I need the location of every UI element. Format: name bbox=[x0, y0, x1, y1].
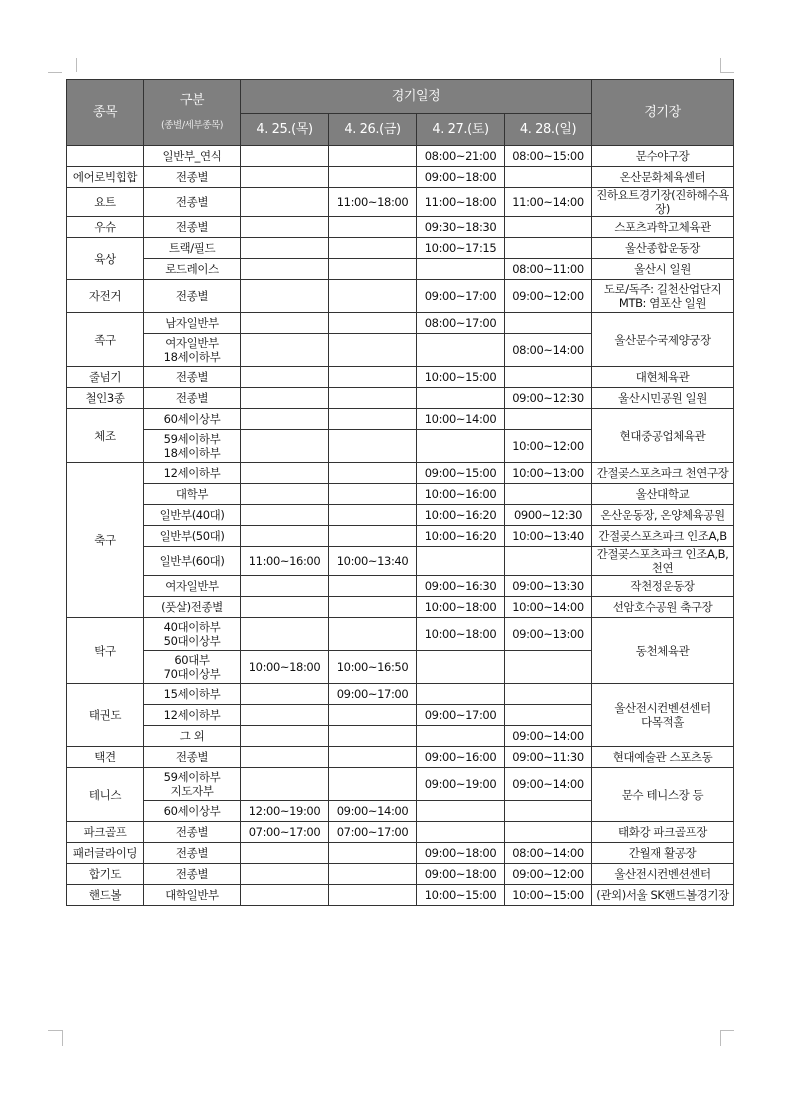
category-cell: 59세이하부 18세이하부 bbox=[144, 430, 241, 463]
time-cell: 12:00~19:00 bbox=[241, 801, 329, 822]
time-cell: 10:00~15:00 bbox=[417, 885, 505, 906]
table-row bbox=[67, 409, 734, 430]
time-cell: 08:00~11:00 bbox=[505, 259, 592, 280]
time-cell bbox=[329, 388, 417, 409]
sport-cell: 태권도 bbox=[67, 684, 144, 747]
time-cell bbox=[417, 726, 505, 747]
table-row bbox=[67, 747, 734, 768]
time-cell bbox=[505, 801, 592, 822]
venue-cell: 울산시 일원 bbox=[592, 259, 734, 280]
time-cell bbox=[241, 146, 329, 167]
time-cell: 10:00~14:00 bbox=[505, 597, 592, 618]
time-cell: 10:00~13:00 bbox=[505, 463, 592, 484]
time-cell bbox=[241, 259, 329, 280]
category-cell: (풋살)전종별 bbox=[144, 597, 241, 618]
time-cell bbox=[241, 576, 329, 597]
time-cell bbox=[417, 547, 505, 576]
time-cell: 09:00~15:00 bbox=[417, 463, 505, 484]
time-cell bbox=[417, 259, 505, 280]
time-cell bbox=[329, 146, 417, 167]
category-cell: 전종별 bbox=[144, 188, 241, 217]
category-cell: 로드레이스 bbox=[144, 259, 241, 280]
time-cell: 09:00~17:00 bbox=[417, 705, 505, 726]
table-row bbox=[67, 822, 734, 843]
venue-cell: 작천정운동장 bbox=[592, 576, 734, 597]
sport-cell: 축구 bbox=[67, 463, 144, 618]
time-cell bbox=[329, 885, 417, 906]
table-row bbox=[67, 367, 734, 388]
table-row bbox=[67, 313, 734, 334]
header-date: 4. 25.(목) bbox=[241, 114, 329, 146]
time-cell bbox=[329, 313, 417, 334]
category-cell: 40대이하부 50대이상부 bbox=[144, 618, 241, 651]
time-cell bbox=[329, 747, 417, 768]
time-cell: 09:00~12:00 bbox=[505, 864, 592, 885]
time-cell: 08:00~17:00 bbox=[417, 313, 505, 334]
time-cell bbox=[241, 334, 329, 367]
time-cell: 11:00~18:00 bbox=[417, 188, 505, 217]
time-cell: 10:00~15:00 bbox=[505, 885, 592, 906]
time-cell: 10:00~18:00 bbox=[417, 618, 505, 651]
time-cell: 07:00~17:00 bbox=[241, 822, 329, 843]
time-cell: 10:00~18:00 bbox=[417, 597, 505, 618]
time-cell bbox=[329, 768, 417, 801]
sport-cell: 족구 bbox=[67, 313, 144, 367]
time-cell bbox=[505, 409, 592, 430]
venue-cell: 간절곶스포츠파크 천연구장 bbox=[592, 463, 734, 484]
category-cell: 남자일반부 bbox=[144, 313, 241, 334]
time-cell: 10:00~17:15 bbox=[417, 238, 505, 259]
time-cell: 09:00~19:00 bbox=[417, 768, 505, 801]
table-row bbox=[67, 484, 734, 505]
time-cell bbox=[329, 167, 417, 188]
time-cell bbox=[329, 217, 417, 238]
time-cell: 09:00~16:30 bbox=[417, 576, 505, 597]
time-cell bbox=[241, 409, 329, 430]
category-cell: 전종별 bbox=[144, 822, 241, 843]
sport-cell: 체조 bbox=[67, 409, 144, 463]
time-cell bbox=[329, 463, 417, 484]
category-cell: 트랙/필드 bbox=[144, 238, 241, 259]
time-cell bbox=[241, 367, 329, 388]
venue-cell: 울산대학교 bbox=[592, 484, 734, 505]
header-date: 4. 28.(일) bbox=[505, 114, 592, 146]
category-cell: 일반부(50대) bbox=[144, 526, 241, 547]
time-cell bbox=[329, 705, 417, 726]
time-cell bbox=[505, 651, 592, 684]
venue-cell: 간절곶스포츠파크 인조A,B bbox=[592, 526, 734, 547]
category-cell: 일반부(40대) bbox=[144, 505, 241, 526]
header-category-label: 구분 bbox=[179, 93, 205, 108]
time-cell bbox=[329, 864, 417, 885]
table-row bbox=[67, 238, 734, 259]
time-cell: 09:00~13:30 bbox=[505, 576, 592, 597]
venue-cell: 울산종합운동장 bbox=[592, 238, 734, 259]
table-row bbox=[67, 885, 734, 906]
table-row bbox=[67, 526, 734, 547]
time-cell bbox=[505, 313, 592, 334]
time-cell: 10:00~12:00 bbox=[505, 430, 592, 463]
time-cell bbox=[241, 280, 329, 313]
time-cell: 09:00~12:00 bbox=[505, 280, 592, 313]
category-cell: 대학일반부 bbox=[144, 885, 241, 906]
time-cell: 11:00~14:00 bbox=[505, 188, 592, 217]
venue-cell: 온산운동장, 온양체육공원 bbox=[592, 505, 734, 526]
time-cell: 09:00~12:30 bbox=[505, 388, 592, 409]
time-cell bbox=[241, 188, 329, 217]
time-cell bbox=[329, 597, 417, 618]
category-cell: 전종별 bbox=[144, 843, 241, 864]
table-row bbox=[67, 388, 734, 409]
venue-cell: 울산문수국제양궁장 bbox=[592, 313, 734, 367]
time-cell: 10:00~15:00 bbox=[417, 367, 505, 388]
time-cell bbox=[241, 726, 329, 747]
category-cell: 대학부 bbox=[144, 484, 241, 505]
time-cell bbox=[241, 217, 329, 238]
time-cell bbox=[329, 576, 417, 597]
time-cell bbox=[505, 684, 592, 705]
time-cell bbox=[241, 430, 329, 463]
venue-cell: 문수야구장 bbox=[592, 146, 734, 167]
time-cell bbox=[329, 484, 417, 505]
time-cell bbox=[329, 367, 417, 388]
time-cell: 08:00~14:00 bbox=[505, 843, 592, 864]
sport-cell: 택견 bbox=[67, 747, 144, 768]
time-cell bbox=[241, 167, 329, 188]
time-cell bbox=[329, 526, 417, 547]
time-cell: 07:00~17:00 bbox=[329, 822, 417, 843]
time-cell bbox=[241, 463, 329, 484]
venue-cell: 선암호수공원 축구장 bbox=[592, 597, 734, 618]
table-row bbox=[67, 597, 734, 618]
table-row bbox=[67, 463, 734, 484]
time-cell: 11:00~16:00 bbox=[241, 547, 329, 576]
time-cell: 09:00~18:00 bbox=[417, 843, 505, 864]
sport-cell: 육상 bbox=[67, 238, 144, 280]
time-cell bbox=[505, 822, 592, 843]
time-cell bbox=[505, 547, 592, 576]
time-cell bbox=[241, 684, 329, 705]
crop-mark bbox=[720, 58, 721, 72]
category-cell: 여자일반부 bbox=[144, 576, 241, 597]
category-cell: 전종별 bbox=[144, 864, 241, 885]
time-cell: 09:00~16:00 bbox=[417, 747, 505, 768]
venue-cell: 간월재 활공장 bbox=[592, 843, 734, 864]
time-cell bbox=[241, 388, 329, 409]
table-row bbox=[67, 259, 734, 280]
table-row bbox=[67, 547, 734, 576]
time-cell: 09:00~18:00 bbox=[417, 864, 505, 885]
category-cell: 59세이하부 지도자부 bbox=[144, 768, 241, 801]
table-row bbox=[67, 217, 734, 238]
category-cell: 일반부_연식 bbox=[144, 146, 241, 167]
table-row bbox=[67, 280, 734, 313]
sport-cell: 줄넘기 bbox=[67, 367, 144, 388]
table-row bbox=[67, 618, 734, 651]
table-row bbox=[67, 576, 734, 597]
category-cell: 전종별 bbox=[144, 280, 241, 313]
table-row bbox=[67, 167, 734, 188]
category-cell: 60대부 70대이상부 bbox=[144, 651, 241, 684]
header-schedule: 경기일정 bbox=[241, 80, 592, 114]
time-cell: 09:00~11:30 bbox=[505, 747, 592, 768]
header-venue: 경기장 bbox=[592, 80, 734, 146]
header-date: 4. 26.(금) bbox=[329, 114, 417, 146]
sport-cell: 핸드볼 bbox=[67, 885, 144, 906]
time-cell bbox=[241, 238, 329, 259]
time-cell bbox=[241, 597, 329, 618]
time-cell bbox=[329, 334, 417, 367]
time-cell: 08:00~21:00 bbox=[417, 146, 505, 167]
time-cell bbox=[329, 505, 417, 526]
header-category bbox=[144, 80, 241, 146]
crop-mark bbox=[62, 1030, 63, 1046]
time-cell: 09:00~17:00 bbox=[417, 280, 505, 313]
time-cell bbox=[417, 822, 505, 843]
time-cell: 10:00~18:00 bbox=[241, 651, 329, 684]
time-cell bbox=[329, 618, 417, 651]
sport-cell: 파크골프 bbox=[67, 822, 144, 843]
category-cell: 12세이하부 bbox=[144, 463, 241, 484]
time-cell: 08:00~15:00 bbox=[505, 146, 592, 167]
time-cell bbox=[329, 843, 417, 864]
table-row bbox=[67, 768, 734, 801]
category-cell: 12세이하부 bbox=[144, 705, 241, 726]
time-cell bbox=[417, 430, 505, 463]
time-cell bbox=[505, 238, 592, 259]
category-cell: 전종별 bbox=[144, 217, 241, 238]
time-cell bbox=[329, 409, 417, 430]
sport-cell: 테니스 bbox=[67, 768, 144, 822]
sport-cell: 탁구 bbox=[67, 618, 144, 684]
category-cell: 그 외 bbox=[144, 726, 241, 747]
time-cell: 11:00~18:00 bbox=[329, 188, 417, 217]
category-cell: 60세이상부 bbox=[144, 801, 241, 822]
time-cell bbox=[241, 885, 329, 906]
time-cell bbox=[417, 684, 505, 705]
time-cell bbox=[329, 259, 417, 280]
venue-cell: 동천체육관 bbox=[592, 618, 734, 684]
table-row bbox=[67, 864, 734, 885]
time-cell bbox=[329, 430, 417, 463]
sport-cell: 자전거 bbox=[67, 280, 144, 313]
crop-mark bbox=[48, 72, 62, 73]
time-cell bbox=[241, 768, 329, 801]
sport-cell: 우슈 bbox=[67, 217, 144, 238]
time-cell bbox=[329, 726, 417, 747]
time-cell bbox=[241, 313, 329, 334]
venue-cell: 현대중공업체육관 bbox=[592, 409, 734, 463]
schedule-table bbox=[66, 79, 734, 906]
table-row bbox=[67, 843, 734, 864]
venue-cell: 울산전시컨벤션센터 bbox=[592, 864, 734, 885]
venue-cell: (관외)서울 SK핸드볼경기장 bbox=[592, 885, 734, 906]
category-cell: 여자일반부 18세이하부 bbox=[144, 334, 241, 367]
time-cell bbox=[505, 167, 592, 188]
venue-cell: 스포츠과학고체육관 bbox=[592, 217, 734, 238]
time-cell: 09:00~14:00 bbox=[329, 801, 417, 822]
time-cell bbox=[505, 705, 592, 726]
time-cell bbox=[241, 864, 329, 885]
time-cell bbox=[417, 801, 505, 822]
time-cell: 10:00~16:20 bbox=[417, 526, 505, 547]
crop-mark bbox=[720, 72, 734, 73]
time-cell bbox=[241, 618, 329, 651]
sport-cell: 패러글라이딩 bbox=[67, 843, 144, 864]
time-cell: 10:00~16:50 bbox=[329, 651, 417, 684]
time-cell bbox=[241, 843, 329, 864]
category-cell: 전종별 bbox=[144, 388, 241, 409]
time-cell bbox=[417, 388, 505, 409]
time-cell: 09:00~17:00 bbox=[329, 684, 417, 705]
time-cell bbox=[241, 505, 329, 526]
crop-mark bbox=[62, 58, 77, 72]
venue-cell: 대현체육관 bbox=[592, 367, 734, 388]
venue-cell: 태화강 파크골프장 bbox=[592, 822, 734, 843]
time-cell bbox=[417, 334, 505, 367]
time-cell: 10:00~16:20 bbox=[417, 505, 505, 526]
venue-cell: 온산문화체육센터 bbox=[592, 167, 734, 188]
table-row bbox=[67, 505, 734, 526]
header-category-sub: (종별/세부종목) bbox=[160, 120, 224, 131]
venue-cell: 문수 테니스장 등 bbox=[592, 768, 734, 822]
time-cell bbox=[241, 484, 329, 505]
time-cell bbox=[329, 280, 417, 313]
category-cell: 전종별 bbox=[144, 747, 241, 768]
time-cell: 09:30~18:30 bbox=[417, 217, 505, 238]
category-cell: 전종별 bbox=[144, 367, 241, 388]
sport-cell: 요트 bbox=[67, 188, 144, 217]
time-cell bbox=[241, 747, 329, 768]
crop-mark bbox=[48, 1030, 62, 1031]
time-cell: 10:00~13:40 bbox=[505, 526, 592, 547]
category-cell: 15세이하부 bbox=[144, 684, 241, 705]
time-cell: 10:00~14:00 bbox=[417, 409, 505, 430]
time-cell: 0900~12:30 bbox=[505, 505, 592, 526]
time-cell: 09:00~14:00 bbox=[505, 726, 592, 747]
time-cell bbox=[329, 238, 417, 259]
sport-cell: 철인3종 bbox=[67, 388, 144, 409]
crop-mark bbox=[720, 1030, 734, 1031]
sport-cell: 합기도 bbox=[67, 864, 144, 885]
time-cell bbox=[505, 367, 592, 388]
time-cell bbox=[505, 217, 592, 238]
header-sport: 종목 bbox=[67, 80, 144, 146]
venue-cell: 간절곶스포츠파크 인조A,B,천연 bbox=[592, 547, 734, 576]
time-cell bbox=[505, 484, 592, 505]
venue-cell: 진하요트경기장(진하해수욕장) bbox=[592, 188, 734, 217]
table-row bbox=[67, 684, 734, 705]
sport-cell bbox=[67, 146, 144, 167]
category-cell: 일반부(60대) bbox=[144, 547, 241, 576]
schedule-body bbox=[67, 146, 734, 906]
time-cell: 10:00~16:00 bbox=[417, 484, 505, 505]
category-cell: 전종별 bbox=[144, 167, 241, 188]
table-row bbox=[67, 188, 734, 217]
time-cell bbox=[241, 526, 329, 547]
category-cell: 60세이상부 bbox=[144, 409, 241, 430]
venue-cell: 울산전시컨벤션센터 다목적홀 bbox=[592, 684, 734, 747]
time-cell: 09:00~18:00 bbox=[417, 167, 505, 188]
time-cell bbox=[241, 705, 329, 726]
crop-mark bbox=[720, 1030, 721, 1046]
time-cell: 10:00~13:40 bbox=[329, 547, 417, 576]
time-cell bbox=[417, 651, 505, 684]
table-row bbox=[67, 146, 734, 167]
time-cell: 08:00~14:00 bbox=[505, 334, 592, 367]
venue-cell: 도로/독주: 길천산업단지 MTB: 염포산 일원 bbox=[592, 280, 734, 313]
venue-cell: 울산시민공원 일원 bbox=[592, 388, 734, 409]
venue-cell: 현대예술관 스포츠동 bbox=[592, 747, 734, 768]
time-cell: 09:00~14:00 bbox=[505, 768, 592, 801]
header-date: 4. 27.(토) bbox=[417, 114, 505, 146]
sport-cell: 에어로빅힙합 bbox=[67, 167, 144, 188]
time-cell: 09:00~13:00 bbox=[505, 618, 592, 651]
